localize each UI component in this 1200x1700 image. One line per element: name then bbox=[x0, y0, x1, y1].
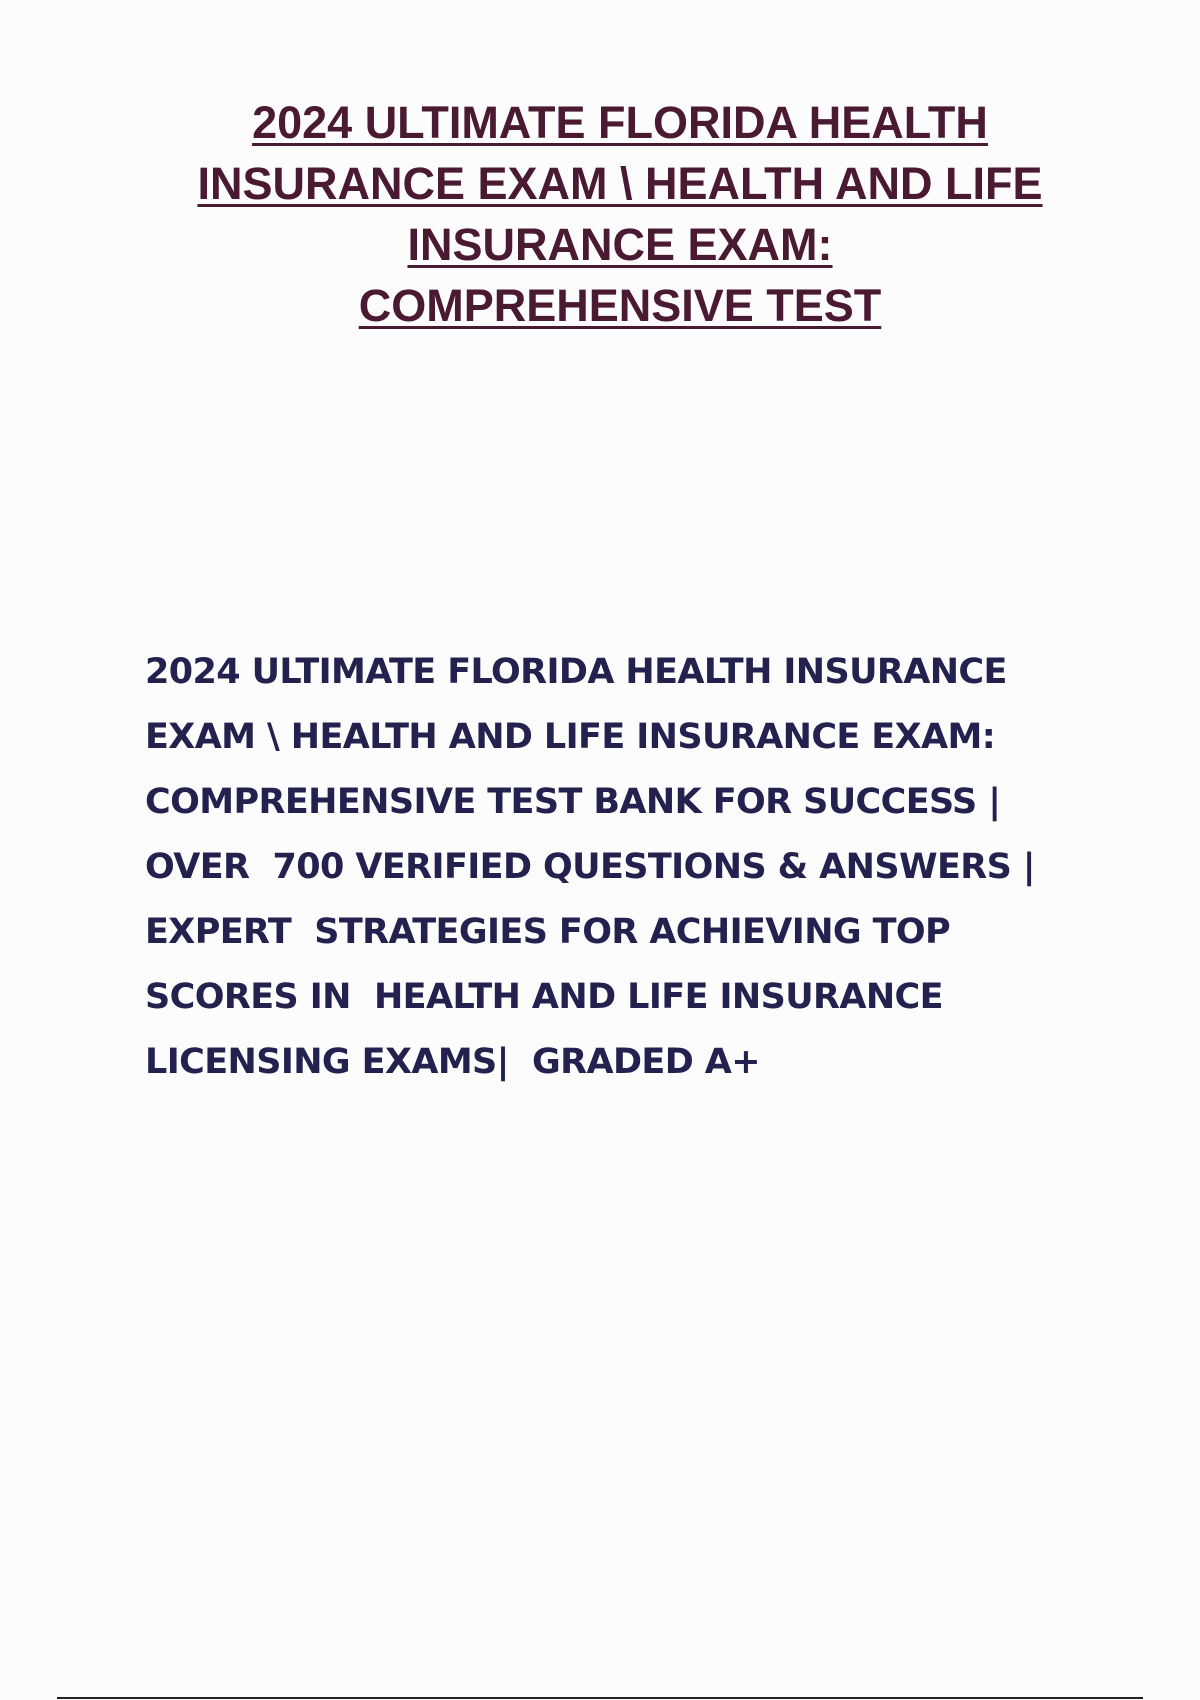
subtitle-line: COMPREHENSIVE TEST BANK FOR SUCCESS | bbox=[145, 782, 1001, 822]
subtitle-line: EXAM \ HEALTH AND LIFE INSURANCE EXAM: bbox=[145, 717, 996, 757]
document-title bbox=[130, 92, 1110, 336]
subtitle-line: LICENSING EXAMS| GRADED A+ bbox=[145, 1042, 760, 1082]
subtitle-line: SCORES IN HEALTH AND LIFE INSURANCE bbox=[145, 977, 943, 1017]
title-line: INSURANCE EXAM: bbox=[407, 219, 833, 270]
footer-divider bbox=[57, 1697, 1143, 1699]
subtitle-line: OVER 700 VERIFIED QUESTIONS & ANSWERS | bbox=[145, 847, 1035, 887]
title-line: COMPREHENSIVE TEST bbox=[358, 280, 882, 331]
subtitle-line: 2024 ULTIMATE FLORIDA HEALTH INSURANCE bbox=[145, 652, 1007, 692]
subtitle-line: EXPERT STRATEGIES FOR ACHIEVING TOP bbox=[145, 912, 951, 952]
title-line: 2024 ULTIMATE FLORIDA HEALTH bbox=[252, 97, 988, 148]
document-subtitle bbox=[145, 640, 1105, 1095]
title-line: INSURANCE EXAM \ HEALTH AND LIFE bbox=[197, 158, 1043, 209]
